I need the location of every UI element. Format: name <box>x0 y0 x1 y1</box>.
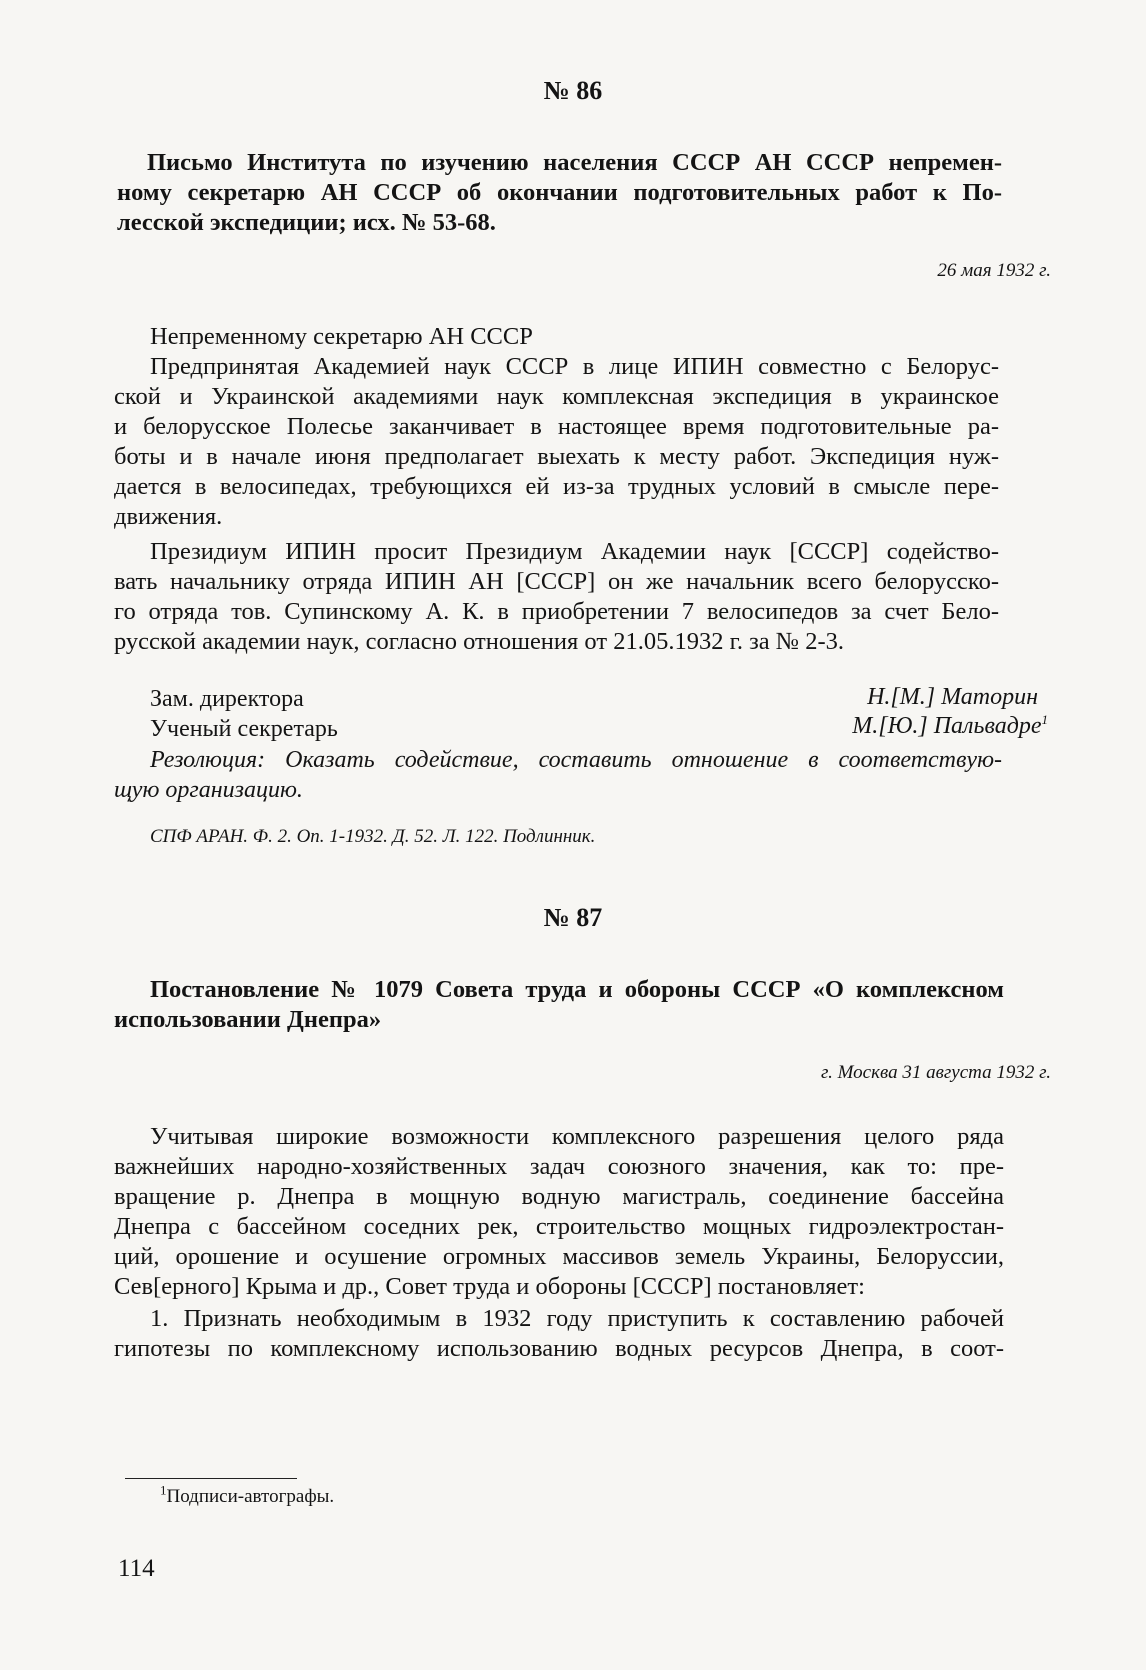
text-line: Днепра с бассейном соседних рек, строительство мощных гидроэлектростан- <box>114 1213 1004 1240</box>
text-line: движения. <box>114 503 223 530</box>
doc86-title-line: Письмо Института по изучению населения СССР АН СССР непремен- <box>147 149 1002 176</box>
text-line: важнейших народно-хозяйственных задач союзного значения, как то: пре- <box>114 1153 1004 1180</box>
text-line: ций, орошение и осушение огромных массивов земель Украины, Белоруссии, <box>114 1243 1004 1270</box>
text-line: Резолюция: Оказать содействие, составить отношение в соответствую- <box>150 747 1002 773</box>
text-line: русской академии наук, согласно отношения от 21.05.1932 г. за № 2-3. <box>114 628 845 655</box>
doc86-addressee: Непременному секретарю АН СССР <box>150 323 533 350</box>
text-line: Президиум ИПИН просит Президиум Академии наук [СССР] содейство- <box>150 538 999 565</box>
text-line: Предпринятая Академией наук СССР в лице ИПИН совместно с Белорус- <box>150 353 999 380</box>
text-line: ской и Украинской академиями наук комплексная экспедиция в украинское <box>114 383 999 410</box>
text-line: Учитывая широкие возможности комплексного разрешения целого ряда <box>150 1123 1004 1150</box>
doc86-date: 26 мая 1932 г. <box>937 260 1051 281</box>
signature-name-line <box>852 713 1048 740</box>
doc86-title-line: лесской экспедиции; исх. № 53-68. <box>117 209 496 236</box>
doc87-title-line: Постановление № 1079 Совета труда и обороны СССР «О комплексном <box>150 976 1004 1003</box>
doc86-title-line: ному секретарю АН СССР об окончании подготовительных работ к По- <box>117 179 1002 206</box>
text-line: дается в велосипедах, требующихся ей из-за трудных условий в смысле пере- <box>114 473 999 500</box>
footnote <box>160 1482 335 1508</box>
text-line: вать начальнику отряда ИПИН АН [СССР] он же начальник всего белорусско- <box>114 568 999 595</box>
doc87-paragraph-1 <box>114 1122 1004 1302</box>
footnote-text: Подписи-автографы. <box>166 1486 335 1507</box>
text-line: щую организацию. <box>114 777 303 803</box>
text-line: гипотезы по комплексному использованию водных ресурсов Днепра, в соот- <box>114 1335 1004 1362</box>
doc87-paragraph-2 <box>114 1304 1004 1364</box>
text-line: Сев[ерного] Крыма и др., Совет труда и обороны [СССР] постановляет: <box>114 1273 865 1300</box>
signature-name: Н.[М.] Маторин <box>867 684 1038 710</box>
text-line: 1. Признать необходимым в 1932 году приступить к составлению рабочей <box>150 1305 1004 1332</box>
page-number: 114 <box>118 1555 155 1582</box>
doc86-title <box>117 148 1002 238</box>
doc86-resolution <box>114 745 1002 805</box>
doc87-title <box>114 975 1004 1035</box>
doc86-paragraph-1 <box>114 352 999 532</box>
doc87-title-line: использовании Днепра» <box>114 1006 382 1033</box>
text-line: вращение р. Днепра в мощную водную магистраль, соединение бассейна <box>114 1183 1004 1210</box>
doc87-number: № 87 <box>543 903 603 932</box>
signature-name: М.[Ю.] Пальвадре <box>852 713 1042 739</box>
doc86-paragraph-2 <box>114 537 999 657</box>
signature-position: Зам. директора <box>150 686 304 712</box>
doc86-archive-reference: СПФ АРАН. Ф. 2. Оп. 1-1932. Д. 52. Л. 122. Подлинник. <box>150 826 596 847</box>
signature-position: Ученый секретарь <box>150 716 338 742</box>
doc86-number: № 86 <box>543 76 603 105</box>
text-line: боты и в начале июня предполагает выехать к месту работ. Экспедиция нуж- <box>114 443 999 470</box>
footnote-mark: 1 <box>160 1482 167 1498</box>
text-line: го отряда тов. Супинскому А. К. в приобретении 7 велосипедов за счет Бело- <box>114 598 999 625</box>
footnote-mark: 1 <box>1041 712 1048 727</box>
doc87-date: г. Москва 31 августа 1932 г. <box>820 1062 1051 1083</box>
text-line: и белорусское Полесье заканчивает в настоящее время подготовительные ра- <box>114 413 999 440</box>
footnote-divider <box>125 1478 297 1479</box>
